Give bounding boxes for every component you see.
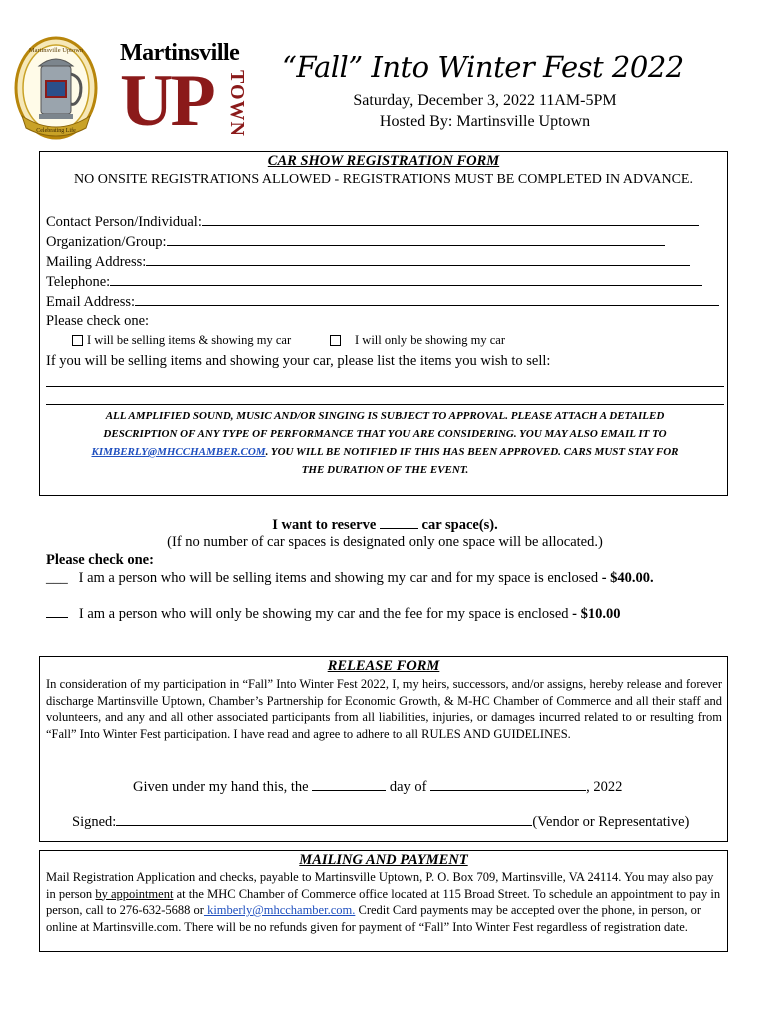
event-date: Saturday, December 3, 2022 11AM-5PM [353,92,617,109]
option-10-blank[interactable] [46,604,68,618]
wordmark-name: Martinsville [120,40,240,66]
reserve-option-10: I am a person who will only be showing my car and the fee for my space is enclosed - $10.00 [46,604,620,623]
reserve-note: (If no number of car spaces is designated only one space will be allocated.) [167,534,603,550]
contact-field[interactable]: Contact Person/Individual: [46,212,699,231]
wordmark-up: UP [120,60,213,142]
martinsville-uptown-wordmark [120,40,255,142]
items-prompt: If you will be selling items and showing your car, please list the items you wish to sell: [46,353,551,369]
mailing-address-field[interactable]: Mailing Address: [46,252,690,271]
wordmark-town: TOWN [226,70,248,137]
mailing-email-link[interactable]: kimberly@mhcchamber.com. [203,903,356,917]
sound-approval-notice: ALL AMPLIFIED SOUND, MUSIC AND/OR SINGING IS SUBJECT TO APPROVAL. PLEASE ATTACH A DETAILED DESCRIPTION OF ANY TYPE OF PERFORMANCE THAT YOU ARE CONSIDERING. YOU MAY ALSO EMAIL IT TO KIMBERLY@MHCCHAMBER.COM. YOU WILL BE NOTIFIED IF THIS HAS BEEN APPROVED. CARS MUST STAY FOR THE DURATION OF THE EVENT. [91,410,679,476]
appointment-text: by appointment [95,886,174,901]
mailing-heading: MAILING AND PAYMENT [299,852,468,868]
reserve-line: I want to reserve car space(s). [272,517,498,533]
signature-input[interactable] [116,812,532,826]
telephone-field[interactable]: Telephone: [46,272,702,291]
release-paragraph: In consideration of my participation in “Fall” Into Winter Fest 2022, I, my heirs, successors, and/or assigns, hereby release and forever discharge Martinsville Uptown, Chamber’s Partnership for Economic Growth, & M-HC Chamber of Commerce and all their staff and volunteers, and any and all other associated participants from all liabilities, injuries, or damages incurred related to or resulting from “Fall” Into Winter Fest participation. I have read and agree to adhere to all RULES AND GUIDELINES. [46,677,722,741]
organization-field[interactable]: Organization/Group: [46,232,665,251]
given-month-input[interactable] [430,777,586,791]
reserve-check-prompt: Please check one: [46,552,154,568]
given-day-input[interactable] [312,777,386,791]
badge-bottom-text: Celebrating Life [36,128,76,134]
registration-notice: NO ONSITE REGISTRATIONS ALLOWED - REGISTRATIONS MUST BE COMPLETED IN ADVANCE. [74,172,693,187]
mailing-paragraph: Mail Registration Application and checks, payable to Martinsville Uptown, P. O. Box 709, Martinsville, VA 24114. You may also pay in person by appointment at the MHC Chamber of Commerce office located at 115 Broad Street. To schedule an appointment to pay in person, call to 276-632-5688 or kimberly@mhcchamber.com. Credit Card payments may be accepted over the phone, in person, or online at Martinsville.com. There will be no refunds given for payment of “Fall” Into Winter Fest regardless of registration date. [46,870,721,934]
selling-option-label: I will be selling items & showing my car [87,333,292,347]
email-field[interactable]: Email Address: [46,292,719,311]
event-title: “Fall” Into Winter Fest 2022 [282,50,684,84]
given-line: Given under my hand this, the day of , 2022 [133,779,623,795]
option-40-blank[interactable]: ___ [46,570,68,586]
items-line-2[interactable] [46,404,724,405]
event-host: Hosted By: Martinsville Uptown [379,113,591,130]
registration-heading: CAR SHOW REGISTRATION FORM [267,153,500,169]
badge-top-text: Martinsville Uptown [28,47,84,54]
items-line-1[interactable] [46,386,724,387]
car-spaces-input[interactable] [380,515,418,529]
stein-badge-logo [14,36,98,140]
check-prompt: Please check one: [46,313,150,329]
showing-checkbox[interactable] [330,335,341,346]
selling-checkbox[interactable] [72,335,83,346]
release-heading: RELEASE FORM [327,658,440,674]
showing-option-label: I will only be showing my car [355,333,505,347]
reserve-option-40: ___ I am a person who will be selling items and showing my car and for my space is enclosed - $40.00. [46,570,654,586]
signed-line: Signed: (Vendor or Representative) [72,814,690,830]
notice-email-link[interactable]: KIMBERLY@MHCCHAMBER.COM [91,446,266,458]
